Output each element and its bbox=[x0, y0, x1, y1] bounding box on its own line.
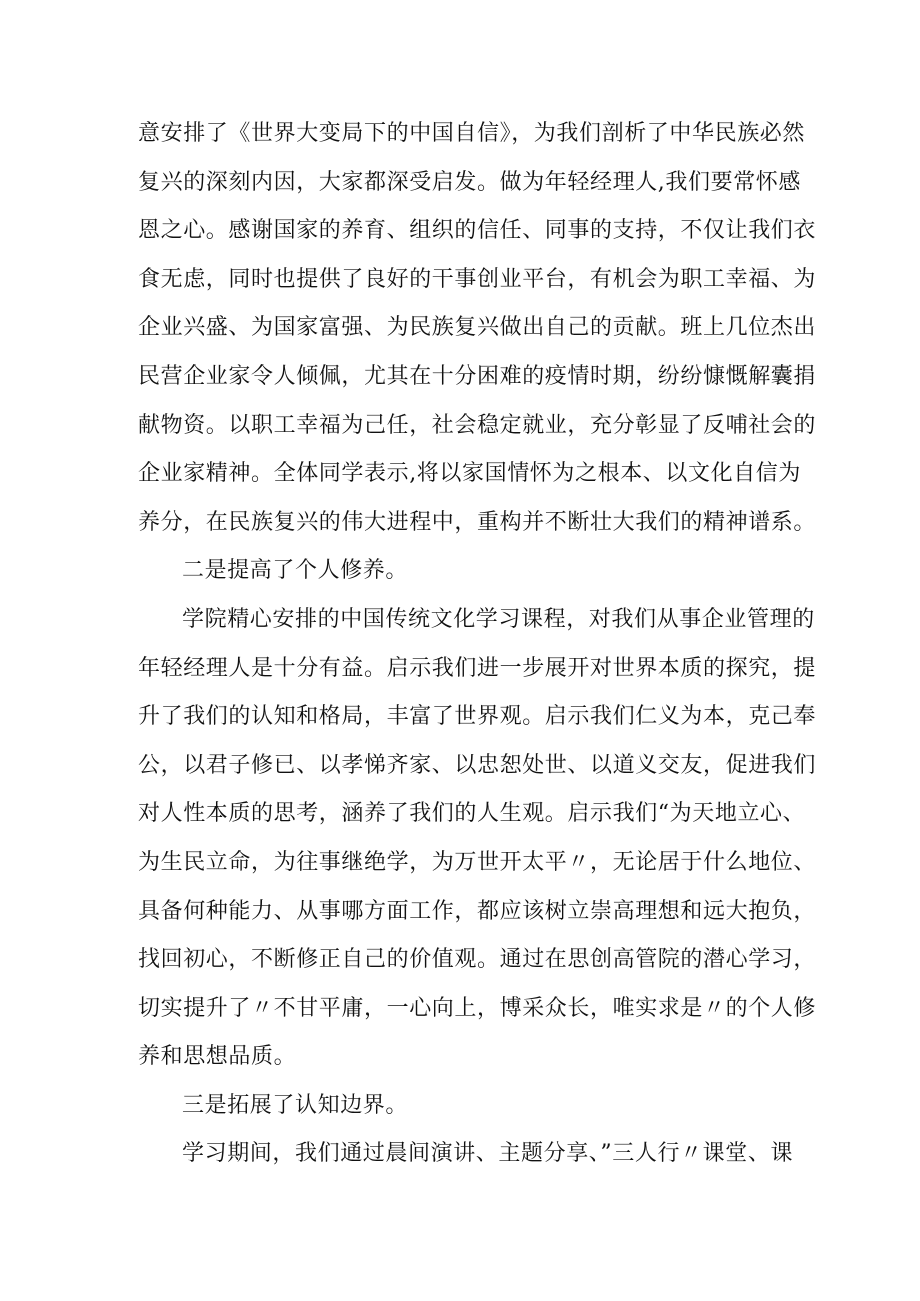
text-line: 找回初心，不断修正自己的价值观。通过在思创高管院的潜心学习， bbox=[138, 947, 817, 973]
text-line: 献物资。以职工幸福为己任，社会稳定就业，充分彰显了反哺社会的 bbox=[138, 412, 817, 438]
text-line: 具备何种能力、从事哪方面工作，都应该树立崇高理想和远大抱负， bbox=[138, 898, 817, 924]
text-line: 养分，在民族复兴的伟大进程中，重构并不断壮大我们的精神谱系。 bbox=[138, 509, 817, 535]
text-line: 切实提升了〃不甘平庸，一心向上，博采众长，唯实求是〃的个人修 bbox=[138, 995, 817, 1021]
section-heading: 二是提高了个人修养。 bbox=[182, 558, 409, 584]
text-line: 养和思想品质。 bbox=[138, 1044, 297, 1070]
section-heading: 三是拓展了认知边界。 bbox=[182, 1092, 409, 1118]
text-line: 年轻经理人是十分有益。启示我们进一步展开对世界本质的探究，提 bbox=[138, 655, 817, 681]
text-line: 对人性本质的思考，涵养了我们的人生观。启示我们“为天地立心、 bbox=[138, 801, 806, 827]
text-line: 意安排了《世界大变局下的中国自信》，为我们剖析了中华民族必然 bbox=[138, 121, 806, 146]
text-line: 企业家精神。全体同学表示,将以家国情怀为之根本、以文化自信为 bbox=[138, 461, 801, 487]
text-line: 为生民立命，为往事继绝学，为万世开太平〃，无论居于什么地位、 bbox=[138, 849, 817, 875]
document-body bbox=[138, 110, 817, 1179]
text-line: 复兴的深刻内因，大家都深受启发。做为年轻经理人,我们要常怀感 bbox=[138, 169, 801, 195]
text-line: 学习期间，我们通过晨间演讲、主题分享、”三人行〃课堂、课 bbox=[182, 1141, 794, 1167]
text-line: 公，以君子修已、以孝悌齐家、以忠恕处世、以道义交友，促进我们 bbox=[138, 752, 817, 778]
text-line: 学院精心安排的中国传统文化学习课程，对我们从事企业管理的 bbox=[182, 606, 815, 632]
text-line: 恩之心。感谢国家的养育、组织的信任、同事的支持，不仅让我们衣 bbox=[138, 218, 817, 244]
text-line: 企业兴盛、为国家富强、为民族复兴做出自己的贡献。班上几位杰出 bbox=[138, 315, 817, 341]
text-line: 食无虑，同时也提供了良好的干事创业平台，有机会为职工幸福、为 bbox=[138, 266, 817, 292]
text-line: 民营企业家令人倾佩，尤其在十分困难的疫情时期，纷纷慷慨解囊捐 bbox=[138, 363, 817, 389]
text-line: 升了我们的认知和格局，丰富了世界观。启示我们仁义为本，克己奉 bbox=[138, 704, 817, 730]
